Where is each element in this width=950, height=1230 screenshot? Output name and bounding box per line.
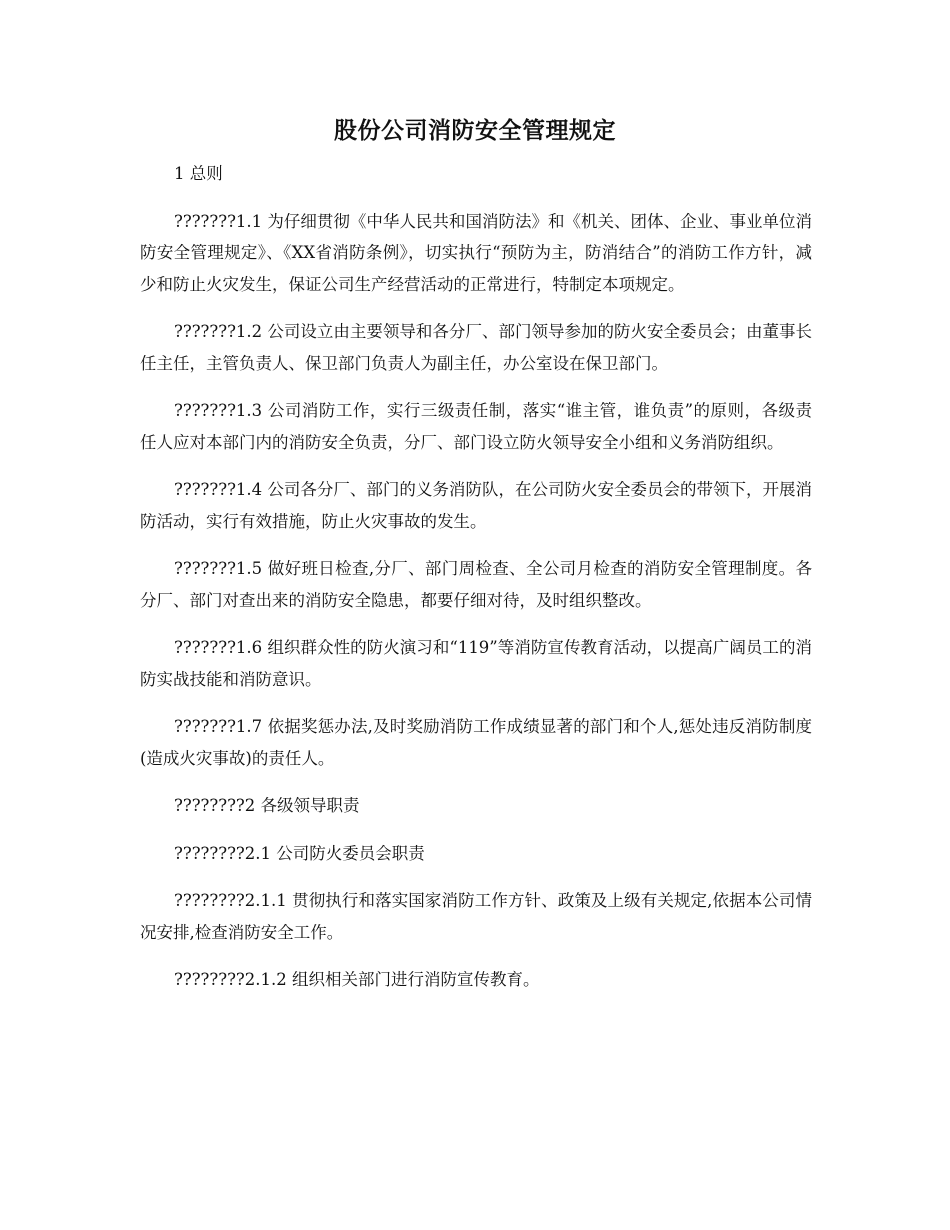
section-heading: 1 总则 (174, 164, 223, 183)
paragraph: ????????2.1.1 贯彻执行和落实国家消防工作方针、政策及上级有关规定,依据本公司情况安排,检查消防安全工作。 (140, 891, 812, 942)
subsection-heading: ????????2.1 公司防火委员会职责 (174, 843, 425, 863)
paragraph: ???????1.4 公司各分厂、部门的义务消防队，在公司防火安全委员会的带领下，开展消防活动，实行有效措施，防止火灾事故的发生。 (140, 480, 812, 531)
paragraph: ???????1.1 为仔细贯彻《中华人民共和国消防法》和《机关、团体、企业、事业单位消防安全管理规定》、《XX省消防条例》，切实执行“预防为主，防消结合”的消防工作方针，减少和防止火灾发生，保证公司生产经营活动的正常进行，特制定本项规定。 (140, 211, 812, 294)
paragraph: ???????1.7 依据奖惩办法,及时奖励消防工作成绩显著的部门和个人,惩处违反消防制度(造成火灾事故)的责任人。 (140, 717, 812, 768)
paragraph: ????????2.1.2 组织相关部门进行消防宣传教育。 (174, 970, 540, 989)
document-body (140, 158, 812, 1012)
paragraph: ???????1.5 做好班日检查,分厂、部门周检查、全公司月检查的消防安全管理制度。各分厂、部门对查出来的消防安全隐患，都要仔细对待，及时组织整改。 (140, 559, 812, 610)
document-title: 股份公司消防安全管理规定 (334, 118, 616, 144)
paragraph: ???????1.6 组织群众性的防火演习和“119”等消防宣传教育活动，以提高广阔员工的消防实战技能和消防意识。 (140, 638, 812, 689)
paragraph: ???????1.2 公司设立由主要领导和各分厂、部门领导参加的防火安全委员会；由董事长任主任，主管负责人、保卫部门负责人为副主任，办公室设在保卫部门。 (140, 322, 812, 373)
paragraph: ???????1.3 公司消防工作，实行三级责任制，落实“谁主管，谁负责”的原则，各级责任人应对本部门内的消防安全负责，分厂、部门设立防火领导安全小组和义务消防组织。 (140, 401, 812, 452)
section-heading: ????????2 各级领导职责 (174, 796, 360, 815)
